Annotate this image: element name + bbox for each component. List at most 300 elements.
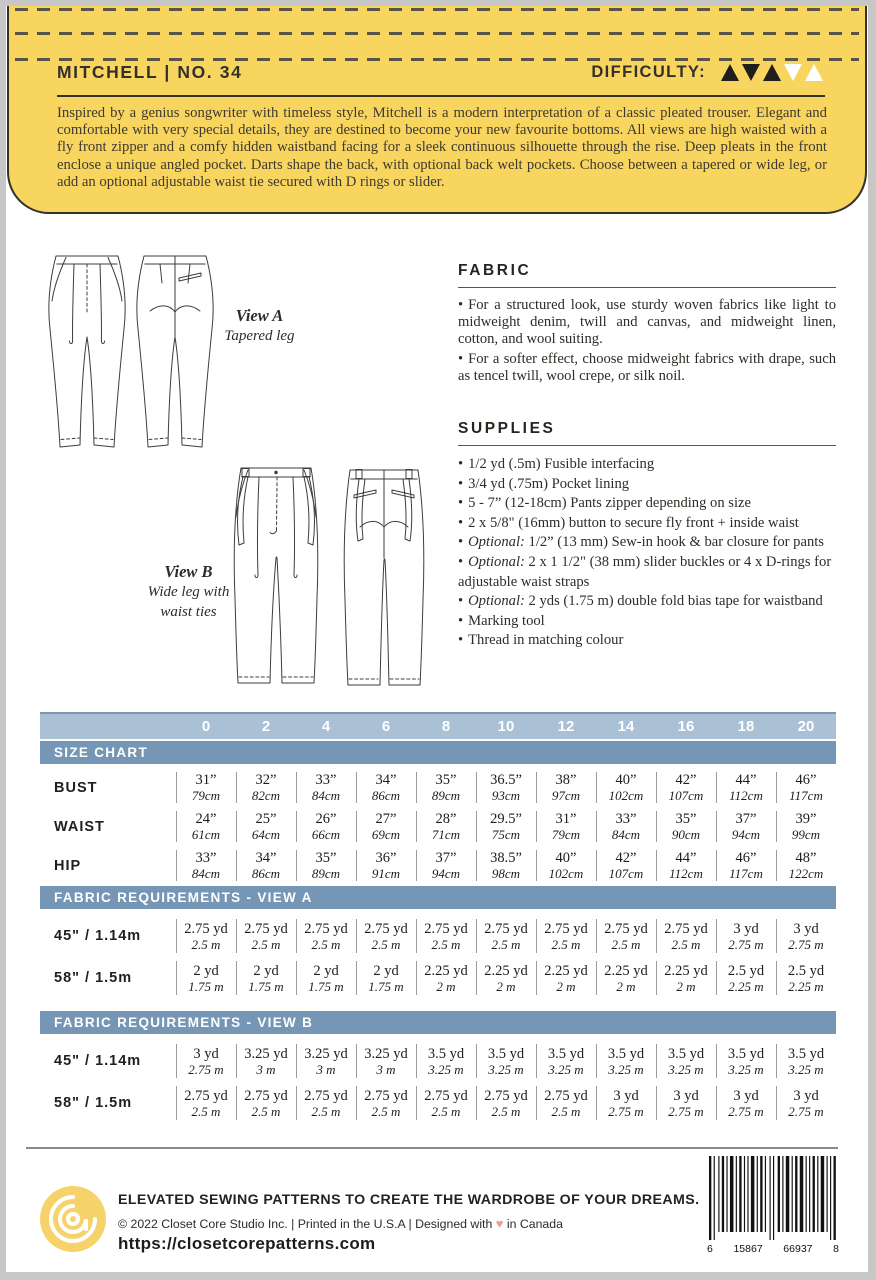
value-yards: 2 yd: [193, 962, 219, 979]
value-cm: 99cm: [791, 827, 821, 842]
difficulty-triangle-icon: [784, 64, 802, 81]
value-inches: 39”: [795, 811, 817, 827]
supplies-item-text: 3/4 yd (.75m) Pocket lining: [468, 475, 630, 492]
value-meters: 2 m: [676, 978, 696, 994]
value-yards: 2.75 yd: [544, 920, 588, 937]
value-yards: 3.25 yd: [244, 1045, 288, 1062]
yardage-cell: [476, 1040, 536, 1082]
value-inches: 38.5”: [490, 850, 522, 866]
value-yards: 2.75 yd: [184, 1087, 228, 1104]
supplies-item-optional-prefix: Optional:: [468, 553, 525, 570]
difficulty-triangle-icon: [721, 64, 739, 81]
view-b-subtitle-line2: waist ties: [160, 604, 217, 620]
row-cells: [176, 846, 836, 885]
supplies-item: [458, 592, 836, 612]
value-meters: 2.5 m: [311, 1103, 341, 1119]
value-yards: 2.25 yd: [424, 962, 468, 979]
yardage-cell: [236, 1040, 296, 1082]
value-inches: 48”: [795, 850, 817, 866]
row-label: 58" / 1.5m: [54, 1095, 133, 1111]
value-cm: 79cm: [551, 827, 581, 842]
value-yards: 3.5 yd: [427, 1045, 465, 1062]
size-cell: [536, 846, 596, 885]
supplies-item-text: Thread in matching colour: [468, 632, 624, 649]
bullet-glyph: •: [458, 495, 464, 512]
yardage-cell: [776, 957, 836, 999]
value-meters: 3.25 m: [788, 1061, 824, 1077]
value-meters: 2.75 m: [788, 936, 824, 952]
yardage-cell: [776, 1082, 836, 1124]
row-cells: [176, 768, 836, 807]
value-cm: 84cm: [311, 788, 341, 803]
value-inches: 35”: [675, 811, 697, 827]
yardage-cell: [176, 1040, 236, 1082]
value-cm: 61cm: [191, 827, 221, 842]
difficulty-rating: [591, 63, 823, 82]
size-cell: [476, 846, 536, 885]
value-meters: 2.5 m: [431, 1103, 461, 1119]
value-meters: 2 m: [616, 978, 636, 994]
value-yards: 2.75 yd: [544, 1087, 588, 1104]
yardage-cell: [476, 915, 536, 957]
value-yards: 3.5 yd: [727, 1045, 765, 1062]
value-meters: 2.5 m: [251, 1103, 281, 1119]
copyright-text-suffix: in Canada: [506, 1217, 563, 1231]
value-inches: 38”: [555, 772, 577, 788]
fabric-req-a-rows: [40, 915, 836, 999]
value-meters: 2.5 m: [611, 936, 641, 952]
yardage-cell: [776, 1040, 836, 1082]
value-cm: 69cm: [371, 827, 401, 842]
barcode-digits: [706, 1243, 840, 1255]
value-yards: 2.75 yd: [364, 920, 408, 937]
value-inches: 34”: [255, 850, 277, 866]
yardage-cell: [356, 957, 416, 999]
value-yards: 2.75 yd: [424, 1087, 468, 1104]
value-meters: 2.5 m: [551, 936, 581, 952]
size-cell: [236, 768, 296, 807]
yardage-cell: [176, 957, 236, 999]
size-cell: [356, 768, 416, 807]
view-b-subtitle-line1: Wide leg with: [147, 584, 230, 600]
value-cm: 84cm: [191, 866, 221, 881]
yardage-cell: [416, 1040, 476, 1082]
value-meters: 2.75 m: [788, 1103, 824, 1119]
pattern-description: Inspired by a genius songwriter with timeless style, Mitchell is a modern interpretation of a classic pleated trouser. Elegant and comfortable with very special details, they are destined to become your new favourite bottoms. All views are high waisted with a fly front zipper and a comfy hidden waistband facing for a sleek continuous silhouette through the rise. Deep pleats in the front enclose a unique angled pocket. Darts shape the back, with optional back welt pockets. Choose between a tapered or wide leg, or add an optional adjustable waist tie secured with D rings or slider.: [57, 105, 827, 190]
yardage-cell: [416, 915, 476, 957]
table-row-58in-view-b: [40, 1082, 836, 1124]
closet-core-logo: [40, 1186, 106, 1252]
value-inches: 44”: [675, 850, 697, 866]
value-cm: 75cm: [491, 827, 521, 842]
value-inches: 33”: [615, 811, 637, 827]
value-yards: 3 yd: [793, 920, 819, 937]
yardage-cell: [416, 1082, 476, 1124]
value-meters: 2.75 m: [188, 1061, 224, 1077]
yardage-cell: [356, 915, 416, 957]
yardage-cell: [296, 1082, 356, 1124]
table-row-bust: [40, 768, 836, 807]
value-inches: 40”: [555, 850, 577, 866]
value-cm: 89cm: [311, 866, 341, 881]
size-column-number: 10: [497, 718, 515, 735]
value-inches: 26”: [315, 811, 337, 827]
difficulty-triangle-icon: [763, 64, 781, 81]
value-yards: 3.5 yd: [487, 1045, 525, 1062]
barcode-digit-group: 8: [833, 1243, 839, 1255]
value-meters: 2.5 m: [191, 936, 221, 952]
value-yards: 3.5 yd: [667, 1045, 705, 1062]
value-inches: 40”: [615, 772, 637, 788]
fabric-bullet: [458, 351, 836, 385]
yardage-cell: [476, 957, 536, 999]
size-cell: [236, 807, 296, 846]
footer-tagline: ELEVATED SEWING PATTERNS TO CREATE THE WARDROBE OF YOUR DREAMS.: [118, 1192, 700, 1208]
heart-icon: ♥: [495, 1216, 504, 1231]
value-inches: 32”: [255, 772, 277, 788]
value-inches: 44”: [735, 772, 757, 788]
yardage-cell: [296, 915, 356, 957]
value-inches: 36.5”: [490, 772, 522, 788]
table-row-waist: [40, 807, 836, 846]
supplies-heading: SUPPLIES: [458, 420, 836, 446]
value-meters: 1.75 m: [188, 978, 224, 994]
value-meters: 2.75 m: [668, 1103, 704, 1119]
fabric-req-a-band: FABRIC REQUIREMENTS - VIEW A: [40, 886, 836, 909]
size-cell: [416, 768, 476, 807]
view-b-front-drawing: [223, 463, 329, 689]
value-inches: 35”: [315, 850, 337, 866]
value-inches: 31”: [195, 772, 217, 788]
fabric-heading: FABRIC: [458, 262, 836, 288]
yardage-cell: [776, 915, 836, 957]
row-cells: [176, 1040, 836, 1082]
view-a-name: View A: [235, 306, 284, 325]
value-meters: 2.5 m: [551, 1103, 581, 1119]
value-cm: 98cm: [491, 866, 521, 881]
yardage-cell: [296, 957, 356, 999]
value-yards: 2.75 yd: [484, 920, 528, 937]
yardage-cell: [236, 915, 296, 957]
fabric-section: [458, 262, 836, 387]
size-cell: [776, 846, 836, 885]
value-meters: 3 m: [376, 1061, 396, 1077]
yardage-cell: [236, 957, 296, 999]
value-yards: 3 yd: [733, 920, 759, 937]
bullet-glyph: •: [458, 297, 464, 313]
value-yards: 2.75 yd: [664, 920, 708, 937]
size-cell: [656, 846, 716, 885]
value-inches: 34”: [375, 772, 397, 788]
yardage-cell: [536, 915, 596, 957]
value-inches: 33”: [315, 772, 337, 788]
supplies-item: [458, 553, 836, 592]
value-inches: 31”: [555, 811, 577, 827]
perforation-dash-line: [15, 32, 859, 35]
yardage-cell: [356, 1082, 416, 1124]
value-cm: 107cm: [668, 788, 704, 803]
supplies-item-text: 2 x 5/8" (16mm) button to secure fly front + inside waist: [468, 514, 799, 531]
barcode: [706, 1156, 840, 1255]
value-inches: 25”: [255, 811, 277, 827]
size-cell: [236, 846, 296, 885]
value-yards: 2.25 yd: [604, 962, 648, 979]
size-cell: [716, 846, 776, 885]
yardage-cell: [596, 915, 656, 957]
yardage-cell: [656, 957, 716, 999]
value-yards: 3.5 yd: [607, 1045, 645, 1062]
yardage-cell: [536, 1082, 596, 1124]
value-meters: 2 m: [496, 978, 516, 994]
value-meters: 3 m: [256, 1061, 276, 1077]
supplies-item-text: 1/2 yd (.5m) Fusible interfacing: [468, 456, 655, 472]
value-cm: 86cm: [251, 866, 281, 881]
value-yards: 2.25 yd: [484, 962, 528, 979]
value-meters: 3.25 m: [608, 1061, 644, 1077]
difficulty-triangle-icon: [742, 64, 760, 81]
row-label: 58" / 1.5m: [54, 970, 133, 986]
size-column-number: 6: [381, 718, 391, 735]
envelope-flap: [7, 6, 867, 214]
bullet-glyph: •: [458, 456, 464, 472]
yardage-cell: [296, 1040, 356, 1082]
value-cm: 122cm: [788, 866, 824, 881]
size-chart-rows: [40, 768, 836, 885]
value-meters: 2.5 m: [491, 936, 521, 952]
size-column-number: 14: [617, 718, 635, 735]
size-cell: [596, 768, 656, 807]
supplies-item: [458, 631, 836, 651]
value-yards: 2.25 yd: [664, 962, 708, 979]
yardage-cell: [656, 1082, 716, 1124]
value-meters: 2.5 m: [371, 1103, 401, 1119]
size-cell: [656, 807, 716, 846]
pattern-title: MITCHELL | NO. 34: [57, 61, 243, 82]
value-cm: 90cm: [671, 827, 701, 842]
supplies-item: [458, 514, 836, 534]
yardage-cell: [656, 1040, 716, 1082]
value-yards: 3 yd: [613, 1087, 639, 1104]
value-cm: 97cm: [551, 788, 581, 803]
value-meters: 2.5 m: [311, 936, 341, 952]
size-cell: [176, 768, 236, 807]
value-cm: 79cm: [191, 788, 221, 803]
table-row-hip: [40, 846, 836, 885]
value-yards: 3.5 yd: [787, 1045, 825, 1062]
size-cell: [716, 807, 776, 846]
size-chart-band: SIZE CHART: [40, 741, 836, 764]
yardage-cell: [716, 1040, 776, 1082]
yardage-cell: [356, 1040, 416, 1082]
size-cell: [416, 846, 476, 885]
value-yards: 3 yd: [673, 1087, 699, 1104]
size-cell: [296, 807, 356, 846]
value-cm: 102cm: [548, 866, 584, 881]
value-inches: 46”: [795, 772, 817, 788]
value-cm: 112cm: [669, 866, 703, 881]
difficulty-triangle-icon: [805, 64, 823, 81]
value-meters: 1.75 m: [368, 978, 404, 994]
yardage-cell: [536, 1040, 596, 1082]
bullet-glyph: •: [458, 632, 464, 649]
value-inches: 35”: [435, 772, 457, 788]
value-inches: 29.5”: [490, 811, 522, 827]
supplies-item: [458, 533, 836, 553]
fabric-req-b-rows: [40, 1040, 836, 1124]
supplies-item-text: 2 yds (1.75 m) double fold bias tape for waistband: [524, 593, 823, 610]
perforation-dash-line: [15, 8, 859, 11]
value-cm: 86cm: [371, 788, 401, 803]
value-yards: 2.5 yd: [727, 962, 765, 979]
value-yards: 2 yd: [373, 962, 399, 979]
value-inches: 46”: [735, 850, 757, 866]
value-meters: 2.75 m: [728, 1103, 764, 1119]
value-yards: 3 yd: [733, 1087, 759, 1104]
supplies-list: [458, 455, 836, 651]
yardage-cell: [596, 957, 656, 999]
size-column-number: 18: [737, 718, 755, 735]
size-cell: [536, 768, 596, 807]
value-cm: 66cm: [311, 827, 341, 842]
size-column-number: 16: [677, 718, 695, 735]
size-column-number: 4: [321, 718, 331, 735]
yardage-cell: [596, 1040, 656, 1082]
supplies-item: [458, 612, 836, 632]
value-yards: 3.25 yd: [304, 1045, 348, 1062]
yardage-cell: [476, 1082, 536, 1124]
value-meters: 1.75 m: [248, 978, 284, 994]
value-cm: 82cm: [251, 788, 281, 803]
value-yards: 2.25 yd: [544, 962, 588, 979]
difficulty-triangles: [718, 64, 823, 81]
value-yards: 2.75 yd: [184, 920, 228, 937]
yardage-cell: [596, 1082, 656, 1124]
bullet-glyph: •: [458, 534, 464, 551]
value-inches: 24”: [195, 811, 217, 827]
fabric-bullet-text: For a structured look, use sturdy woven fabrics like light to midweight denim, twill and canvas, and midweight linen, cotton, and wool suiting.: [458, 297, 836, 348]
size-column-number: 20: [797, 718, 815, 735]
barcode-digit-group: 6: [707, 1243, 713, 1255]
supplies-item-optional-prefix: Optional:: [468, 534, 525, 551]
value-meters: 2.5 m: [191, 1103, 221, 1119]
yardage-cell: [416, 957, 476, 999]
value-yards: 3.25 yd: [364, 1045, 408, 1062]
fabric-req-b-band: FABRIC REQUIREMENTS - VIEW B: [40, 1011, 836, 1034]
bullet-glyph: •: [458, 593, 464, 610]
row-label: HIP: [54, 857, 82, 874]
value-yards: 2 yd: [313, 962, 339, 979]
value-meters: 3.25 m: [428, 1061, 464, 1077]
barcode-digit-group: 66937: [783, 1243, 813, 1255]
size-cell: [716, 768, 776, 807]
size-cell: [596, 807, 656, 846]
fabric-bullet-text: For a softer effect, choose midweight fabrics with drape, such as tencel twill, wool crepe, or silk noil.: [458, 350, 836, 384]
value-meters: 2.5 m: [251, 936, 281, 952]
supplies-item-text: 5 - 7” (12-18cm) Pants zipper depending on size: [468, 495, 751, 512]
size-cell: [476, 768, 536, 807]
value-inches: 36”: [375, 850, 397, 866]
row-cells: [176, 957, 836, 999]
value-meters: 3.25 m: [488, 1061, 524, 1077]
value-yards: 2.75 yd: [304, 1087, 348, 1104]
size-cell: [536, 807, 596, 846]
value-inches: 37”: [735, 811, 757, 827]
size-cell: [296, 846, 356, 885]
yardage-cell: [176, 1082, 236, 1124]
supplies-section: [458, 420, 836, 651]
value-meters: 3.25 m: [728, 1061, 764, 1077]
footer-divider: [26, 1147, 838, 1149]
row-label: BUST: [54, 779, 98, 796]
size-cell: [596, 846, 656, 885]
size-cell: [656, 768, 716, 807]
size-cell: [416, 807, 476, 846]
supplies-item-text: 2 x 1 1/2" (38 mm) slider buckles or 4 x D-rings for adjustable waist straps: [458, 553, 832, 590]
bullet-glyph: •: [458, 475, 464, 492]
value-meters: 2.75 m: [608, 1103, 644, 1119]
value-meters: 2.25 m: [788, 978, 824, 994]
difficulty-label: DIFFICULTY:: [591, 62, 706, 81]
row-cells: [176, 807, 836, 846]
value-meters: 2.5 m: [431, 936, 461, 952]
value-inches: 42”: [615, 850, 637, 866]
value-yards: 2.75 yd: [484, 1087, 528, 1104]
value-inches: 28”: [435, 811, 457, 827]
row-label: WAIST: [54, 818, 105, 835]
view-b-name: View B: [164, 562, 213, 581]
bullet-glyph: •: [458, 612, 464, 629]
value-cm: 102cm: [608, 788, 644, 803]
row-label: 45" / 1.14m: [54, 928, 142, 944]
value-meters: 2.5 m: [491, 1103, 521, 1119]
value-meters: 2.25 m: [728, 978, 764, 994]
value-cm: 107cm: [608, 866, 644, 881]
view-a-subtitle: Tapered leg: [224, 328, 295, 344]
value-yards: 3 yd: [193, 1045, 219, 1062]
yardage-cell: [236, 1082, 296, 1124]
fabric-bullet-list: [458, 297, 836, 385]
size-column-number: 8: [441, 718, 451, 735]
view-a-label: [202, 306, 317, 346]
tables-block: [40, 712, 836, 1124]
bullet-glyph: •: [458, 553, 464, 570]
size-cell: [356, 807, 416, 846]
size-cell: [296, 768, 356, 807]
yardage-cell: [536, 957, 596, 999]
website-url: https://closetcorepatterns.com: [118, 1234, 376, 1253]
value-yards: 2.75 yd: [244, 920, 288, 937]
pattern-envelope-back: [6, 6, 868, 1272]
barcode-digit-group: 15867: [733, 1243, 763, 1255]
flap-divider: [57, 95, 825, 97]
value-meters: 2 m: [556, 978, 576, 994]
value-meters: 2.5 m: [371, 936, 401, 952]
size-column-number: 12: [557, 718, 575, 735]
table-row-45in-view-b: [40, 1040, 836, 1082]
barcode-bars: [709, 1156, 837, 1242]
value-cm: 112cm: [729, 788, 763, 803]
yardage-cell: [716, 915, 776, 957]
footer-copyright: [118, 1216, 563, 1231]
value-inches: 37”: [435, 850, 457, 866]
value-yards: 3.5 yd: [547, 1045, 585, 1062]
value-yards: 2.5 yd: [787, 962, 825, 979]
view-b-back-drawing: [336, 465, 432, 691]
row-cells: [176, 915, 836, 957]
value-meters: 2 m: [436, 978, 456, 994]
supplies-item-text: 1/2” (13 mm) Sew-in hook & bar closure for pants: [524, 534, 824, 551]
value-cm: 93cm: [491, 788, 521, 803]
